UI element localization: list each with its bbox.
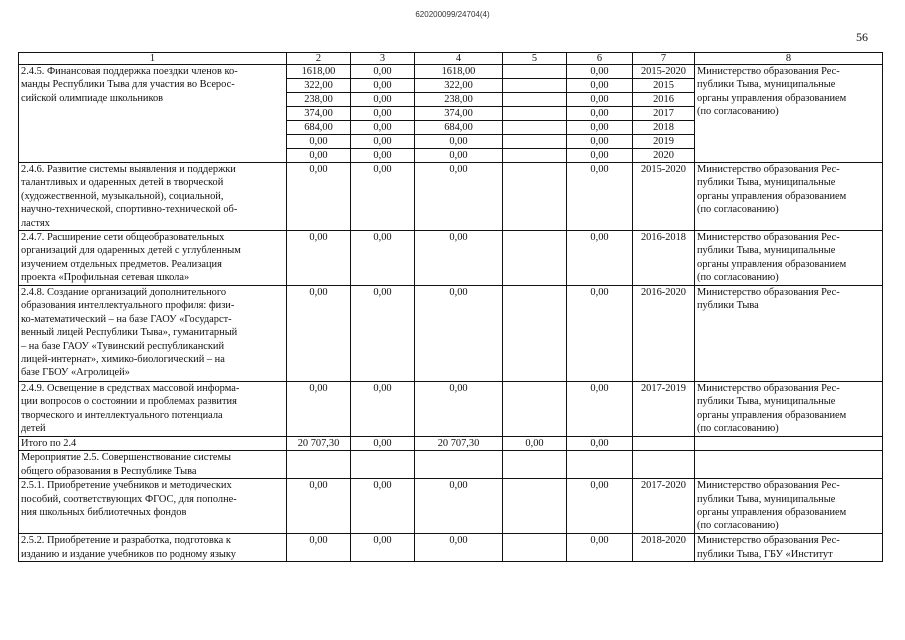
year-values-col6	[567, 65, 632, 162]
period: 2018-2020	[633, 534, 695, 562]
cell-value: 2018	[633, 121, 694, 135]
document-id: 620200099/24704(4)	[415, 10, 490, 19]
cell-value: 0,00	[415, 479, 503, 534]
table-row	[19, 163, 883, 231]
cell-value: 0,00	[351, 121, 414, 135]
cell-value: 0,00	[287, 163, 351, 231]
cell-value	[503, 65, 566, 79]
cell-value: 0,00	[567, 231, 633, 286]
cell-value: 0,00	[351, 65, 414, 79]
cell-value	[503, 121, 566, 135]
cell-value: 0,00	[351, 79, 414, 93]
period: 2016-2018	[633, 231, 695, 286]
cell-value	[503, 286, 567, 382]
cell-value: 0,00	[567, 479, 633, 534]
cell-value: 0,00	[567, 121, 632, 135]
header-cell: 6	[567, 53, 633, 65]
total-label: Итого по 2.4	[19, 437, 287, 451]
program-table	[18, 52, 883, 562]
cell-value: 1618,00	[415, 65, 502, 79]
cell-value	[503, 79, 566, 93]
cell-value: 0,00	[415, 231, 503, 286]
responsible-executor: Министерство образования Рес- публики Тыва, ГБУ «Институт	[695, 534, 883, 562]
cell-value: 0,00	[287, 231, 351, 286]
year-values-col5	[503, 65, 566, 162]
cell-value: 0,00	[287, 286, 351, 382]
cell-value: 1618,00	[287, 65, 350, 79]
period: 2016-2020	[633, 286, 695, 382]
cell-value: 2015	[633, 79, 694, 93]
cell-value: 0,00	[567, 135, 632, 149]
cell-value: 0,00	[590, 150, 609, 161]
cell-value	[503, 163, 567, 231]
cell-value: 2015-2020	[633, 65, 694, 79]
table-row	[19, 231, 883, 286]
cell-value	[503, 93, 566, 107]
cell-value: 0,00	[567, 65, 632, 79]
table-row	[19, 534, 883, 562]
measure-name: 2.4.5. Финансовая поддержка поездки членов ко- манды Республики Тыва для участия во Всерос- сийской олимпиаде школьников	[19, 65, 287, 163]
table-row	[19, 65, 883, 163]
cell-value: 0,00	[309, 150, 328, 161]
cell-value: 0,00	[351, 437, 415, 451]
cell-value: 322,00	[287, 79, 350, 93]
cell-value: 0,00	[351, 163, 415, 231]
cell-value: 20 707,30	[287, 437, 351, 451]
cell-value: 0,00	[415, 382, 503, 437]
cell-value: 0,00	[567, 286, 633, 382]
cell-value: 374,00	[287, 107, 350, 121]
measure-name: 2.5.1. Приобретение учебников и методических пособий, соответствующих ФГОС, для пополне- ния школьных библиотечных фондов	[19, 479, 287, 534]
cell-value: 0,00	[351, 534, 415, 562]
header-row	[19, 53, 883, 65]
cell-value	[503, 382, 567, 437]
cell-value: 2020	[653, 150, 674, 161]
cell-value: 0,00	[351, 107, 414, 121]
cell-value: 0,00	[351, 382, 415, 437]
table-row	[19, 479, 883, 534]
section-row	[19, 451, 883, 479]
cell-value: 0,00	[373, 150, 392, 161]
cell-value: 0,00	[415, 135, 502, 149]
cell-value	[503, 534, 567, 562]
cell-value	[633, 437, 695, 451]
cell-value: 0,00	[567, 93, 632, 107]
cell-value: 0,00	[287, 135, 350, 149]
cell-value: 322,00	[415, 79, 502, 93]
cell-value: 374,00	[415, 107, 502, 121]
cell-value	[503, 107, 566, 121]
header-cell: 2	[287, 53, 351, 65]
cell-value: 0,00	[567, 382, 633, 437]
cell-value: 2017	[633, 107, 694, 121]
cell-value: 0,00	[567, 107, 632, 121]
header-cell: 7	[633, 53, 695, 65]
period: 2015-2020	[633, 163, 695, 231]
period: 2017-2020	[633, 479, 695, 534]
year-values-col3	[351, 65, 414, 162]
cell-value: 0,00	[415, 163, 503, 231]
cell-value: 0,00	[351, 231, 415, 286]
header-cell: 3	[351, 53, 415, 65]
cell-value	[695, 437, 883, 451]
measure-name: 2.4.8. Создание организаций дополнительного образования интеллектуального профиля: физи- ко-математический – на базе ГАОУ «Государст- венный лицей Республики Тыва», гуманитарный – на базе ГАОУ «Тувинский республиканский лицей-интернат», химико-биологический – на базе ГБОУ «Агролицей»	[19, 286, 287, 382]
responsible-executor: Министерство образования Рес- публики Тыва, муниципальные органы управления образованием (по согласованию)	[695, 231, 883, 286]
measure-name: 2.5.2. Приобретение и разработка, подготовка к изданию и издание учебников по родному языку	[19, 534, 287, 562]
cell-value: 0,00	[351, 479, 415, 534]
page-number: 56	[856, 30, 868, 44]
year-values-col4	[415, 65, 502, 162]
responsible-executor: Министерство образования Рес- публики Тыва, муниципальные органы управления образованием (по согласованию)	[695, 479, 883, 534]
cell-value	[503, 135, 566, 149]
cell-value: 0,00	[567, 437, 633, 451]
cell-value: 0,00	[351, 135, 414, 149]
cell-value: 0,00	[287, 534, 351, 562]
year-labels	[633, 65, 694, 162]
cell-value: 0,00	[351, 286, 415, 382]
cell-value: 0,00	[567, 79, 632, 93]
year-values-col2	[287, 65, 350, 162]
cell-value: 0,00	[415, 286, 503, 382]
cell-value: 0,00	[567, 534, 633, 562]
table-row	[19, 382, 883, 437]
cell-value	[503, 149, 566, 162]
measure-name: 2.4.6. Развитие системы выявления и поддержки талантливых и одаренных детей в творческой (художественной, музыкальной), социальной, научно-технической, спортивно-технической об- ластях	[19, 163, 287, 231]
total-row	[19, 437, 883, 451]
section-title: Мероприятие 2.5. Совершенствование системы общего образования в Республике Тыва	[19, 451, 287, 479]
cell-value: 238,00	[287, 93, 350, 107]
header-cell: 8	[695, 53, 883, 65]
responsible-executor: Министерство образования Рес- публики Тыва, муниципальные органы управления образованием (по согласованию)	[695, 382, 883, 437]
cell-value	[503, 231, 567, 286]
header-cell: 5	[503, 53, 567, 65]
table-row	[19, 286, 883, 382]
responsible-executor: Министерство образования Рес- публики Тыва	[695, 286, 883, 382]
cell-value: 20 707,30	[415, 437, 503, 451]
cell-value: 2019	[633, 135, 694, 149]
cell-value: 0,00	[287, 382, 351, 437]
header-cell: 1	[19, 53, 287, 65]
cell-value: 0,00	[351, 93, 414, 107]
header-cell: 4	[415, 53, 503, 65]
cell-value: 0,00	[449, 150, 468, 161]
cell-value: 0,00	[415, 534, 503, 562]
period: 2017-2019	[633, 382, 695, 437]
cell-value: 238,00	[415, 93, 502, 107]
responsible-executor: Министерство образования Рес- публики Тыва, муниципальные органы управления образованием (по согласованию)	[695, 163, 883, 231]
cell-value: 0,00	[287, 479, 351, 534]
cell-value: 0,00	[503, 437, 567, 451]
measure-name: 2.4.9. Освещение в средствах массовой информа- ции вопросов о состоянии и проблемах развития творческого и интеллектуального потенциала детей	[19, 382, 287, 437]
cell-value: 0,00	[567, 163, 633, 231]
responsible-executor: Министерство образования Рес- публики Тыва, муниципальные органы управления образованием (по согласованию)	[695, 65, 883, 163]
cell-value: 684,00	[415, 121, 502, 135]
cell-value: 684,00	[287, 121, 350, 135]
measure-name: 2.4.7. Расширение сети общеобразовательных организаций для одаренных детей с углубленным изучением отдельных предметов. Реализация проекта «Профильная сетевая школа»	[19, 231, 287, 286]
cell-value	[503, 479, 567, 534]
cell-value: 2016	[633, 93, 694, 107]
